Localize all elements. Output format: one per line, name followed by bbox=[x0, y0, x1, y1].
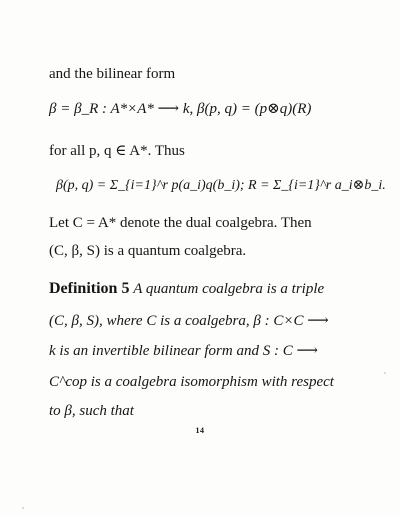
definition-line-5: to β, such that bbox=[49, 403, 134, 419]
definition-heading: Definition 5 bbox=[49, 280, 130, 297]
text-line-1: and the bilinear form bbox=[49, 66, 176, 82]
scan-speck bbox=[22, 507, 24, 509]
text-line-6: (C, β, S) is a quantum coalgebra. bbox=[49, 243, 247, 259]
definition-line-2: (C, β, S), where C is a coalgebra, β : C×C ⟶ bbox=[49, 313, 329, 329]
definition-text: A quantum coalgebra is a triple bbox=[133, 281, 325, 297]
text-line-3: for all p, q ∈ A*. Thus bbox=[49, 143, 185, 159]
definition-line-1 bbox=[49, 279, 324, 299]
equation-beta-form: β = β_R : A*×A* ⟶ k, β(p, q) = (p⊗q)(R) bbox=[49, 101, 312, 117]
text-line-5: Let C = A* denote the dual coalgebra. Then bbox=[49, 215, 312, 231]
definition-line-3: k is an invertible bilinear form and S : C ⟶ bbox=[49, 343, 318, 359]
page-number: 14 bbox=[195, 426, 205, 435]
definition-line-4: C^cop is a coalgebra isomorphism with respect bbox=[49, 374, 334, 390]
equation-beta-sum: β(p, q) = Σ_{i=1}^r p(a_i)q(b_i); R = Σ_{i=1}^r a_i⊗b_i. bbox=[56, 178, 386, 193]
scan-speck bbox=[384, 372, 386, 374]
